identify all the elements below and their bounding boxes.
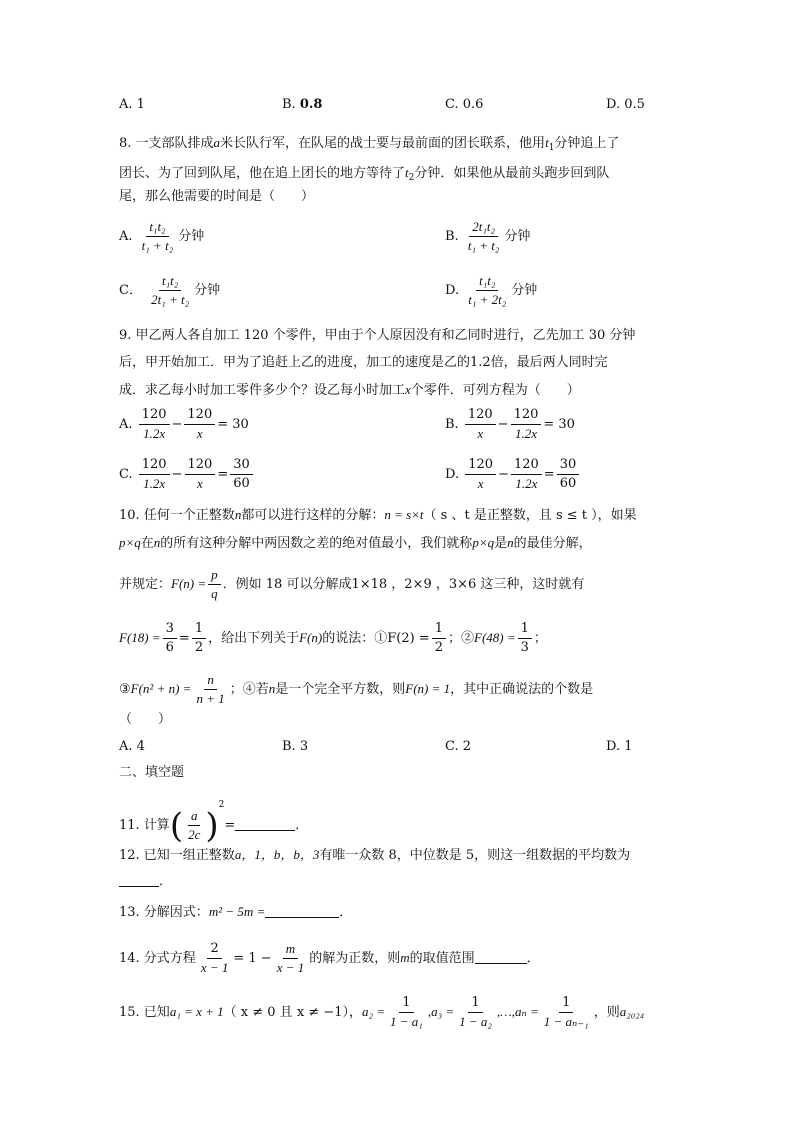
q9-option-a-label: A. <box>119 417 133 432</box>
q10-line-4 <box>119 620 547 657</box>
q10-text: ．例如 18 可以分解成1×18 ，2×9 ，3×6 这三种，这时就有 <box>222 577 585 592</box>
fraction <box>192 620 206 657</box>
q14-mid: = 1 − <box>233 951 272 966</box>
end-mark: ． <box>159 874 173 889</box>
q7-option-d: D. 0.5 <box>606 97 645 112</box>
minus-sign: − <box>498 467 509 482</box>
q14-text: 的取值范围 <box>409 951 475 966</box>
fraction <box>198 940 232 977</box>
answer-blank[interactable] <box>119 872 159 887</box>
fraction <box>511 456 542 493</box>
numerator: p <box>208 566 221 585</box>
q10-text: （ s 、t 是正整数，且 s ≤ t ），如果 <box>423 508 637 523</box>
unit-label: 分钟 <box>504 229 531 244</box>
q15-a2: a₂ = <box>361 1004 386 1019</box>
q15-a3: ,a₃ = <box>427 1004 455 1019</box>
q15-an: ,…,aₙ = <box>496 1004 539 1019</box>
q14-var: m <box>400 950 410 965</box>
numerator: a <box>188 807 201 826</box>
end-mark: ． <box>295 818 309 833</box>
q10-fn: F(n) = 1 <box>405 681 451 696</box>
equals-sign: = <box>543 467 555 482</box>
numerator: 120 <box>511 456 542 475</box>
q15-line <box>119 994 644 1031</box>
q11-line <box>119 795 308 846</box>
unit-label: 分钟 <box>511 283 538 298</box>
q10-text: 的说法：① <box>322 631 388 646</box>
q10-option-b: B. 3 <box>282 739 309 754</box>
q8-text: 8. 一支部队排成 <box>119 136 214 151</box>
denominator: 1 − a₂ <box>459 1014 492 1029</box>
q10-line-1 <box>119 505 637 526</box>
q14-prefix: 14. 分式方程 <box>119 951 196 966</box>
denominator: x <box>477 476 484 491</box>
fraction <box>456 994 495 1031</box>
q8-var-t2: t <box>405 165 409 180</box>
q10-f2: F(2) = <box>387 631 430 646</box>
denominator: x − 1 <box>276 960 305 975</box>
q10-text: ，其中正确说法的个数是 <box>450 682 594 697</box>
q8-option-c-fraction <box>148 272 192 309</box>
numerator: 1 <box>559 994 573 1013</box>
denominator: 2t₁ + t₂ <box>151 292 190 307</box>
q10-option-d: D. 1 <box>606 739 633 754</box>
denominator: x − 1 <box>200 960 229 975</box>
denominator: 1.2x <box>515 476 538 491</box>
q9-line-2: 后，甲开始加工．甲为了追赶上乙的进度，加工的速度是乙的1.2倍，最后两人同时完 <box>119 355 608 370</box>
q7-option-b-value: 0.8 <box>299 97 323 112</box>
q8-line-1 <box>119 133 619 158</box>
q8-text: 团长、为了回到队尾，他在追上团长的地方等待了 <box>119 166 406 181</box>
answer-blank[interactable] <box>235 816 295 831</box>
q8-var-a: a <box>213 135 221 150</box>
q10-line-6: （ ） <box>119 712 172 727</box>
q10-text: 是 <box>494 536 508 551</box>
fraction <box>163 620 177 657</box>
denominator: 1.2x <box>514 426 537 441</box>
minus-sign: − <box>171 467 183 482</box>
fraction <box>518 620 532 657</box>
fraction <box>511 406 542 443</box>
end-mark: ． <box>339 905 353 920</box>
equals-sign: = <box>224 818 236 833</box>
q10-pq: p×q <box>472 535 495 550</box>
end-mark: ． <box>526 951 540 966</box>
fraction <box>139 456 170 493</box>
q8-option-b <box>445 218 530 255</box>
q10-f18: F(18) = <box>119 630 161 645</box>
q8-option-a <box>119 218 204 255</box>
fraction <box>139 406 170 443</box>
q11-prefix: 11. 计算 <box>119 818 170 833</box>
denominator: 2c <box>188 827 201 842</box>
rhs: = 30 <box>217 417 249 432</box>
fraction <box>185 456 216 493</box>
q9-option-d <box>445 456 581 493</box>
denominator: 6 <box>165 640 174 655</box>
q8-var-t2-sub: 2 <box>408 173 415 183</box>
q12-text: 有唯一众数 8，中位数是 5，则这一组数据的平均数为 <box>319 848 631 863</box>
q12-line-2 <box>119 872 172 892</box>
fraction <box>432 620 446 657</box>
denominator: q <box>211 586 218 601</box>
q12-line-1 <box>119 845 630 866</box>
q10-text: ，给出下列关于 <box>208 631 300 646</box>
q12-vars: a，1，b，b，3 <box>234 847 320 862</box>
equals-sign: = <box>178 631 190 646</box>
paren-left: ( <box>169 805 184 846</box>
q9-option-c-label: C. <box>119 467 133 482</box>
numerator: t₁t₂ <box>159 272 181 291</box>
q9-line-1: 9. 甲乙两人各自加工 120 个零件，甲由于个人原因没有和乙同时进行，乙先加工 30 分钟 <box>119 328 636 343</box>
minus-sign: − <box>171 417 183 432</box>
fraction <box>184 406 215 443</box>
q9-line-3 <box>119 380 580 401</box>
q13-expr: m² − 5m = <box>208 904 266 919</box>
rhs: = 30 <box>543 417 575 432</box>
q10-var-n: n <box>507 535 514 550</box>
numerator: 120 <box>139 406 170 425</box>
numerator: 2 <box>207 940 221 959</box>
denominator: t₁ + t₂ <box>141 238 174 253</box>
q14-text: 的解为正数，则 <box>309 951 401 966</box>
q8-option-b-label: B. <box>445 229 459 244</box>
q8-text: 米长队行军，在队尾的战士要与最前面的团长联系，他用 <box>220 136 546 151</box>
q10-text: ；② <box>447 631 474 646</box>
q10-text: 并规定： <box>119 577 172 592</box>
numerator: 1 <box>432 620 446 639</box>
q9-option-d-label: D. <box>445 467 460 482</box>
fraction <box>465 406 496 443</box>
numerator: 120 <box>511 406 542 425</box>
q10-text: 是一个完全平方数，则 <box>275 682 406 697</box>
denominator: 3 <box>520 640 529 655</box>
numerator: 120 <box>184 406 215 425</box>
q14-line <box>119 940 540 977</box>
numerator: 1 <box>192 620 206 639</box>
q10-line-2 <box>119 533 592 554</box>
q10-var-n: n <box>268 681 276 696</box>
q9-text: 个零件．可列方程为（ ） <box>410 383 580 398</box>
fraction <box>541 994 592 1031</box>
q10-option-c: C. 2 <box>445 739 472 754</box>
denominator: 1 − aₙ₋₁ <box>543 1014 589 1029</box>
equals-sign: = <box>217 467 229 482</box>
numerator: t₁t₂ <box>146 218 168 237</box>
q9-text: 成．求乙每小时加工零件多少个？设乙每小时加工 <box>119 383 406 398</box>
q13-line <box>119 902 352 923</box>
q8-option-a-fraction <box>139 218 177 255</box>
q10-text: ③ <box>119 682 131 697</box>
denominator: x <box>197 476 203 491</box>
numerator: m <box>283 940 298 959</box>
fraction <box>185 807 203 844</box>
denominator: t₁ + 2t₂ <box>468 292 507 307</box>
q10-text: 的最佳分解， <box>513 536 592 551</box>
numerator: n <box>204 671 217 690</box>
q10-f48: F(48) = <box>474 630 516 645</box>
q15-a1: a₁ = x + 1 <box>169 1004 224 1019</box>
numerator: 1 <box>399 994 413 1013</box>
denominator: 60 <box>559 476 577 491</box>
denominator: 1.2x <box>143 426 166 441</box>
q7-option-b-label: B. <box>282 97 296 112</box>
q10-text: 10. 任何一个正整数 <box>119 508 235 523</box>
q15-cond: （ x ≠ 0 且 x ≠ −1）， <box>223 1005 362 1020</box>
numerator: 30 <box>230 456 253 475</box>
fraction <box>387 994 426 1031</box>
q10-var-n: n <box>153 535 161 550</box>
numerator: 120 <box>185 456 216 475</box>
q8-text: 分钟追上了 <box>554 136 620 151</box>
q7-option-b <box>282 95 322 115</box>
numerator: 3 <box>163 620 177 639</box>
fraction <box>230 456 253 493</box>
section-heading: 二、填空题 <box>119 765 185 780</box>
q9-option-a <box>119 406 249 443</box>
q8-option-c <box>119 272 220 309</box>
q10-line-5 <box>119 671 593 708</box>
q8-option-d <box>445 272 537 309</box>
denominator: 60 <box>233 476 250 491</box>
q10-fn2n: F(n² + n) = <box>130 681 192 696</box>
numerator: 1 <box>468 994 482 1013</box>
q10-text: ；④若 <box>229 682 269 697</box>
fraction <box>208 566 221 603</box>
q10-pq: p×q <box>119 535 141 550</box>
numerator: t₁t₂ <box>476 272 498 291</box>
fraction <box>274 940 308 977</box>
numerator: 2t₁t₂ <box>469 218 498 237</box>
q15-end: ，则 <box>593 1005 620 1020</box>
q9-option-c <box>119 456 255 493</box>
numerator: 120 <box>465 406 496 425</box>
q10-text: 都可以进行这样的分解： <box>241 508 385 523</box>
q7-option-c: C. 0.6 <box>445 97 484 112</box>
numerator: 120 <box>139 456 170 475</box>
q8-var-t1: t <box>545 135 549 150</box>
denominator: x <box>477 426 484 441</box>
q10-var-n: n <box>234 507 242 522</box>
denominator: 1 − a₁ <box>390 1014 423 1029</box>
q15-prefix: 15. 已知 <box>119 1005 170 1020</box>
q10-text: 的所有这种分解中两因数之差的绝对值最小，我们就称 <box>160 536 473 551</box>
q9-var-x: x <box>405 382 411 397</box>
q10-line-3 <box>119 566 584 603</box>
q8-option-a-label: A. <box>119 229 133 244</box>
paren-right: ) <box>205 805 219 846</box>
q10-fn: F(n) = <box>171 576 207 591</box>
q12-text: 12. 已知一组正整数 <box>119 848 235 863</box>
numerator: 1 <box>518 620 532 639</box>
minus-sign: − <box>497 417 509 432</box>
q8-text: 分钟．如果他从最前头跑步回到队 <box>414 166 610 181</box>
q7-option-a: A. 1 <box>119 97 145 112</box>
q10-eq: n = s×t <box>384 507 424 522</box>
numerator: 120 <box>465 456 496 475</box>
denominator: t₁ + t₂ <box>467 238 500 253</box>
fraction <box>557 456 580 493</box>
unit-label: 分钟 <box>178 229 205 244</box>
numerator: 30 <box>557 456 580 475</box>
q8-var-t1-sub: 1 <box>548 143 555 153</box>
denominator: 2 <box>434 640 443 655</box>
q9-option-b-label: B. <box>445 417 459 432</box>
q13-prefix: 13. 分解因式： <box>119 905 209 920</box>
answer-blank[interactable] <box>475 949 527 964</box>
answer-blank[interactable] <box>265 903 339 918</box>
q10-option-a: A. 4 <box>119 739 145 754</box>
unit-label: 分钟 <box>194 283 221 298</box>
q15-a2024: a₂₀₂₄ <box>619 1004 645 1019</box>
q8-line-3: 尾，那么他需要的时间是（ ） <box>119 189 315 204</box>
q8-line-2 <box>119 163 609 188</box>
denominator: 1.2x <box>143 476 166 491</box>
exponent: 2 <box>218 800 225 810</box>
q8-option-d-fraction <box>465 272 509 309</box>
denominator: 2 <box>194 640 204 655</box>
q10-text: 在 <box>140 536 154 551</box>
q10-text: ； <box>533 631 547 646</box>
denominator: x <box>196 426 203 441</box>
fraction <box>193 671 227 708</box>
fraction <box>465 456 496 493</box>
q8-option-d-label: D. <box>445 283 460 298</box>
q8-option-b-fraction <box>465 218 503 255</box>
q10-fn: F(n) <box>299 630 323 645</box>
q9-option-b <box>445 406 575 443</box>
q8-option-c-label: C． <box>119 283 142 298</box>
denominator: n + 1 <box>196 691 225 706</box>
